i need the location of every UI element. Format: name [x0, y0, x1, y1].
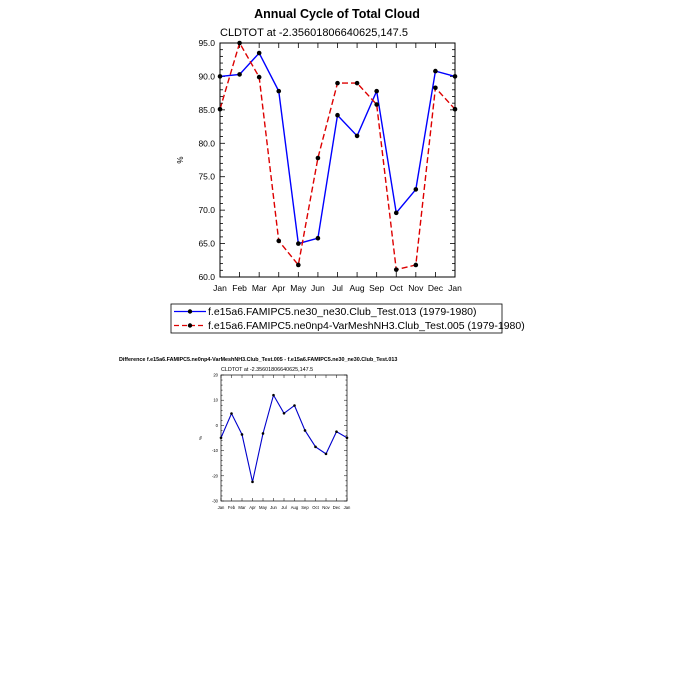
series-1-point	[218, 74, 223, 79]
y-tick-label: 85.0	[198, 104, 215, 115]
y-tick-label: -30	[211, 498, 218, 504]
legend-entry-2: f.e15a6.FAMIPC5.ne0np4-VarMeshNH3.Club_Test.005 (1979-1980)	[208, 320, 525, 332]
y-tick-label: -10	[211, 448, 218, 454]
series-1-point	[325, 453, 328, 456]
series-1-point	[283, 412, 286, 415]
y-axis-label: %	[176, 156, 185, 164]
series-2-point	[374, 102, 379, 107]
series-1-point	[304, 429, 307, 432]
x-tick-label: Jan	[213, 283, 227, 293]
y-tick-label: 10	[213, 397, 218, 403]
y-tick-label: 80.0	[198, 138, 215, 149]
series-2-point	[257, 75, 262, 80]
difference-axes	[212, 372, 351, 510]
x-tick-label: May	[259, 505, 267, 510]
series-1-point	[346, 436, 349, 439]
x-tick-label: Aug	[290, 505, 299, 510]
x-tick-label: Sep	[369, 283, 385, 293]
series-1-point	[335, 113, 340, 118]
series-1-point	[257, 51, 262, 56]
series-1-point	[272, 394, 275, 397]
x-tick-label: Apr	[272, 283, 286, 293]
series-2-point	[394, 267, 399, 272]
series-1-point	[414, 187, 419, 192]
legend	[171, 304, 525, 333]
series-2-point	[453, 107, 458, 112]
y-tick-label: 20	[213, 372, 218, 378]
plot-frame	[220, 43, 455, 277]
x-tick-label: Jul	[281, 505, 287, 510]
x-tick-label: Jan	[448, 283, 462, 293]
y-tick-label: 90.0	[198, 71, 215, 82]
x-tick-label: Jan	[217, 505, 225, 510]
x-tick-label: Feb	[227, 505, 236, 510]
series-1-point	[251, 481, 254, 484]
series-2-point	[218, 107, 223, 112]
series-1-point	[355, 134, 360, 139]
x-tick-label: Oct	[389, 283, 403, 293]
x-tick-label: Apr	[249, 505, 256, 510]
chart-subtitle: CLDTOT at -2.35601806640625,147.5	[220, 27, 408, 39]
series-1-point	[230, 412, 233, 415]
series-1-point	[394, 211, 399, 216]
y-tick-label: 75.0	[198, 171, 215, 182]
x-tick-label: Jan	[343, 505, 351, 510]
axes	[198, 38, 462, 293]
series-1-point	[374, 89, 379, 94]
x-tick-label: Dec	[332, 505, 341, 510]
series-2-point	[355, 81, 360, 86]
annual-cycle-chart	[176, 7, 462, 293]
x-tick-label: Jun	[311, 283, 325, 293]
x-tick-label: Aug	[349, 283, 365, 293]
series-1-point	[220, 436, 223, 439]
y-tick-label: -20	[211, 473, 218, 479]
y-tick-label: 70.0	[198, 205, 215, 216]
difference-y-axis-label: %	[198, 435, 203, 441]
y-tick-label: 95.0	[198, 37, 215, 48]
series-1-point	[293, 404, 296, 407]
x-tick-label: Oct	[312, 505, 319, 510]
x-tick-label: Sep	[301, 505, 309, 510]
difference-subtitle: CLDTOT at -2.35601806640625,147.5	[221, 367, 314, 373]
x-tick-label: Jun	[270, 505, 277, 510]
x-tick-label: Nov	[322, 505, 330, 510]
series-2-point	[296, 263, 301, 268]
series-2-point	[414, 263, 419, 268]
series-1-point	[262, 432, 265, 435]
x-tick-label: Mar	[251, 283, 267, 293]
x-tick-label: Mar	[238, 505, 246, 510]
x-tick-label: Jul	[332, 283, 343, 293]
x-tick-label: May	[290, 283, 307, 293]
legend-marker-red	[188, 323, 192, 327]
x-tick-label: Dec	[427, 283, 443, 293]
series-2-point	[276, 239, 281, 244]
series-group	[218, 41, 458, 272]
series-1-point	[314, 446, 317, 449]
series-2-point	[316, 156, 321, 161]
series-1-point	[276, 89, 281, 94]
y-tick-label: 0	[215, 422, 218, 428]
series-line-1	[221, 395, 347, 482]
series-1-point	[237, 72, 242, 77]
series-1-point	[433, 69, 438, 74]
series-2-point	[335, 81, 340, 86]
x-tick-label: Nov	[408, 283, 424, 293]
legend-entry-1: f.e15a6.FAMIPC5.ne30_ne30.Club_Test.013 (1979-1980)	[208, 306, 477, 318]
series-1-point	[335, 430, 338, 433]
difference-chart	[119, 357, 397, 510]
difference-plot-frame	[221, 375, 347, 501]
series-line-2	[220, 43, 455, 270]
series-1-point	[453, 74, 458, 79]
series-1-point	[241, 433, 244, 436]
series-1-point	[316, 236, 321, 241]
y-tick-label: 60.0	[198, 271, 215, 282]
series-2-point	[237, 41, 242, 46]
legend-marker-blue	[188, 309, 192, 313]
series-2-point	[433, 85, 438, 90]
difference-series-group	[220, 394, 349, 483]
chart-title: Annual Cycle of Total Cloud	[254, 7, 420, 21]
series-1-point	[296, 241, 301, 246]
difference-title: Difference f.e15a6.FAMIPC5.ne0np4-VarMeshNH3.Club_Test.005 - f.e15a6.FAMIPC5.ne30_ne30.Club_Test.013	[119, 357, 398, 363]
x-tick-label: Feb	[232, 283, 247, 293]
y-tick-label: 65.0	[198, 238, 215, 249]
